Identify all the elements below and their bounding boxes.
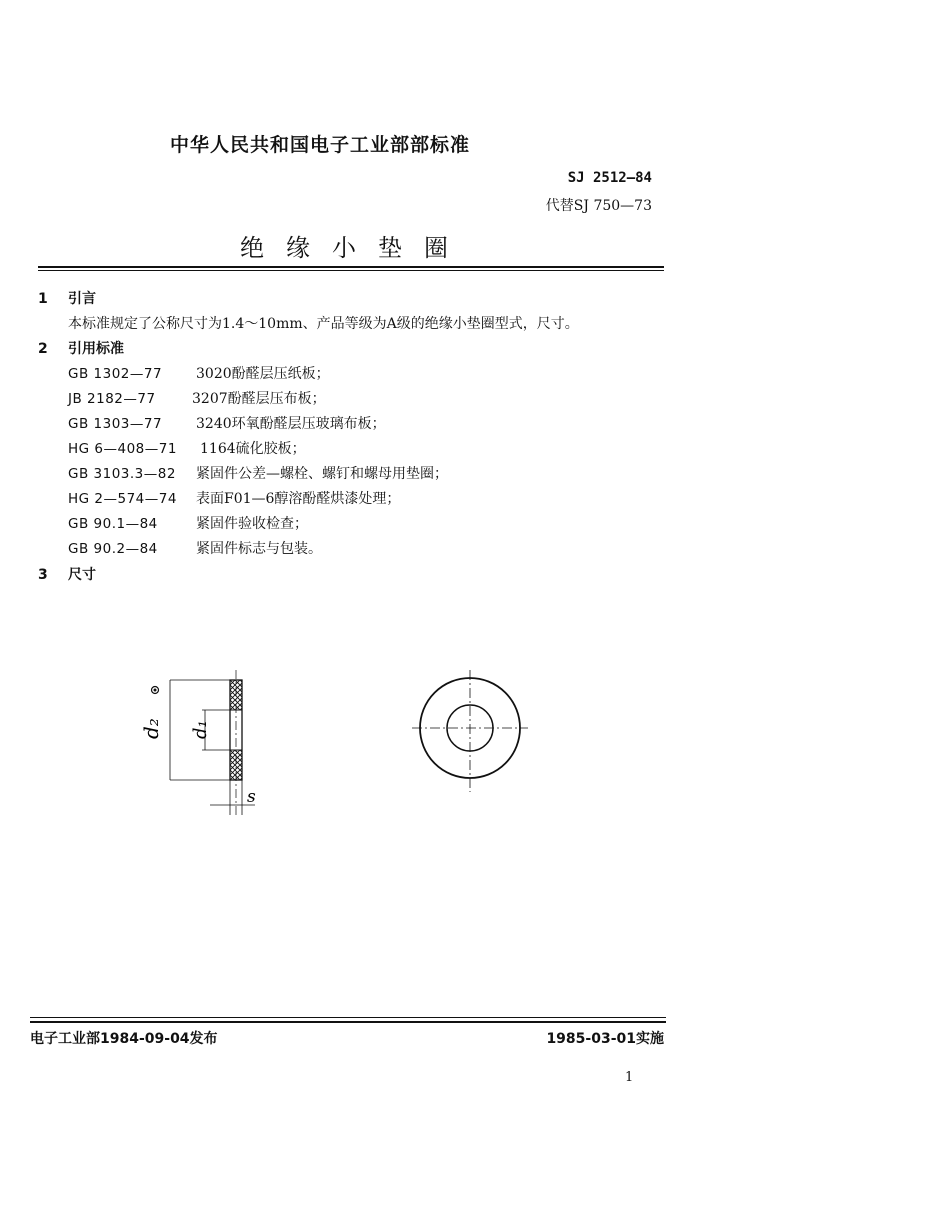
washer-drawing — [130, 665, 550, 825]
reference-desc: 3207酚醛层压布板； — [192, 391, 326, 407]
reference-desc: 3240环氧酚醛层压玻璃布板； — [196, 416, 386, 432]
header-rule-thin — [38, 270, 664, 271]
reference-code: GB 1303—77 — [68, 416, 163, 432]
reference-row — [68, 438, 306, 458]
effective-date: 1985-03-01实施 — [546, 1031, 664, 1047]
reference-row — [68, 463, 448, 483]
reference-row — [68, 363, 330, 383]
reference-desc: 1164硫化胶板； — [200, 441, 306, 457]
section-heading-1 — [38, 288, 96, 308]
footer-rule-thick — [30, 1021, 666, 1023]
reference-row — [68, 488, 400, 508]
header-rule-thick — [38, 266, 664, 268]
section-1-text: 本标准规定了公称尺寸为1.4～10mm、产品等级为A级的绝缘小垫圈型式，尺寸。 — [68, 316, 579, 332]
reference-row — [68, 513, 308, 533]
section-heading-3 — [38, 564, 96, 584]
washer-section-view — [139, 670, 256, 815]
issue-date: 电子工业部1984-09-04发布 — [30, 1031, 218, 1047]
footer-rule-thin — [30, 1017, 666, 1018]
section-number: 3 — [38, 567, 48, 583]
section-title: 尺寸 — [68, 567, 96, 583]
reference-desc: 表面F01—6醇溶酚醛烘漆处理； — [196, 491, 401, 507]
reference-code: HG 6—408—71 — [68, 441, 177, 457]
reference-desc: 紧固件验收检查； — [196, 516, 308, 532]
reference-row — [68, 388, 326, 408]
reference-code: JB 2182—77 — [68, 391, 156, 407]
reference-row — [68, 413, 386, 433]
reference-code: GB 90.2—84 — [68, 541, 158, 557]
reference-code: HG 2—574—74 — [68, 491, 177, 507]
section-number: 2 — [38, 341, 48, 357]
replaces-standard: 代替SJ 750—73 — [545, 198, 652, 214]
reference-desc: 3020酚醛层压纸板； — [196, 366, 330, 382]
section-heading-2 — [38, 338, 124, 358]
standard-number: SJ 2512—84 — [567, 170, 652, 186]
d1-label: d₁ — [190, 720, 211, 739]
section-number: 1 — [38, 291, 48, 307]
page-number: 1 — [625, 1070, 634, 1085]
d2-label: d₂ — [139, 718, 163, 739]
reference-code: GB 1302—77 — [68, 366, 163, 382]
reference-row — [68, 538, 322, 558]
reference-code: GB 90.1—84 — [68, 516, 158, 532]
reference-desc: 紧固件公差—螺栓、螺钉和螺母用垫圈； — [196, 466, 448, 482]
s-label: s — [247, 787, 256, 807]
section-title: 引用标准 — [68, 341, 124, 357]
section-title: 引言 — [68, 291, 96, 307]
reference-code: GB 3103.3—82 — [68, 466, 176, 482]
org-title: 中华人民共和国电子工业部部标准 — [170, 134, 471, 156]
document-title: 绝缘小垫圈 — [240, 234, 470, 262]
reference-desc: 紧固件标志与包装。 — [196, 541, 322, 557]
washer-plan-view — [412, 670, 528, 792]
